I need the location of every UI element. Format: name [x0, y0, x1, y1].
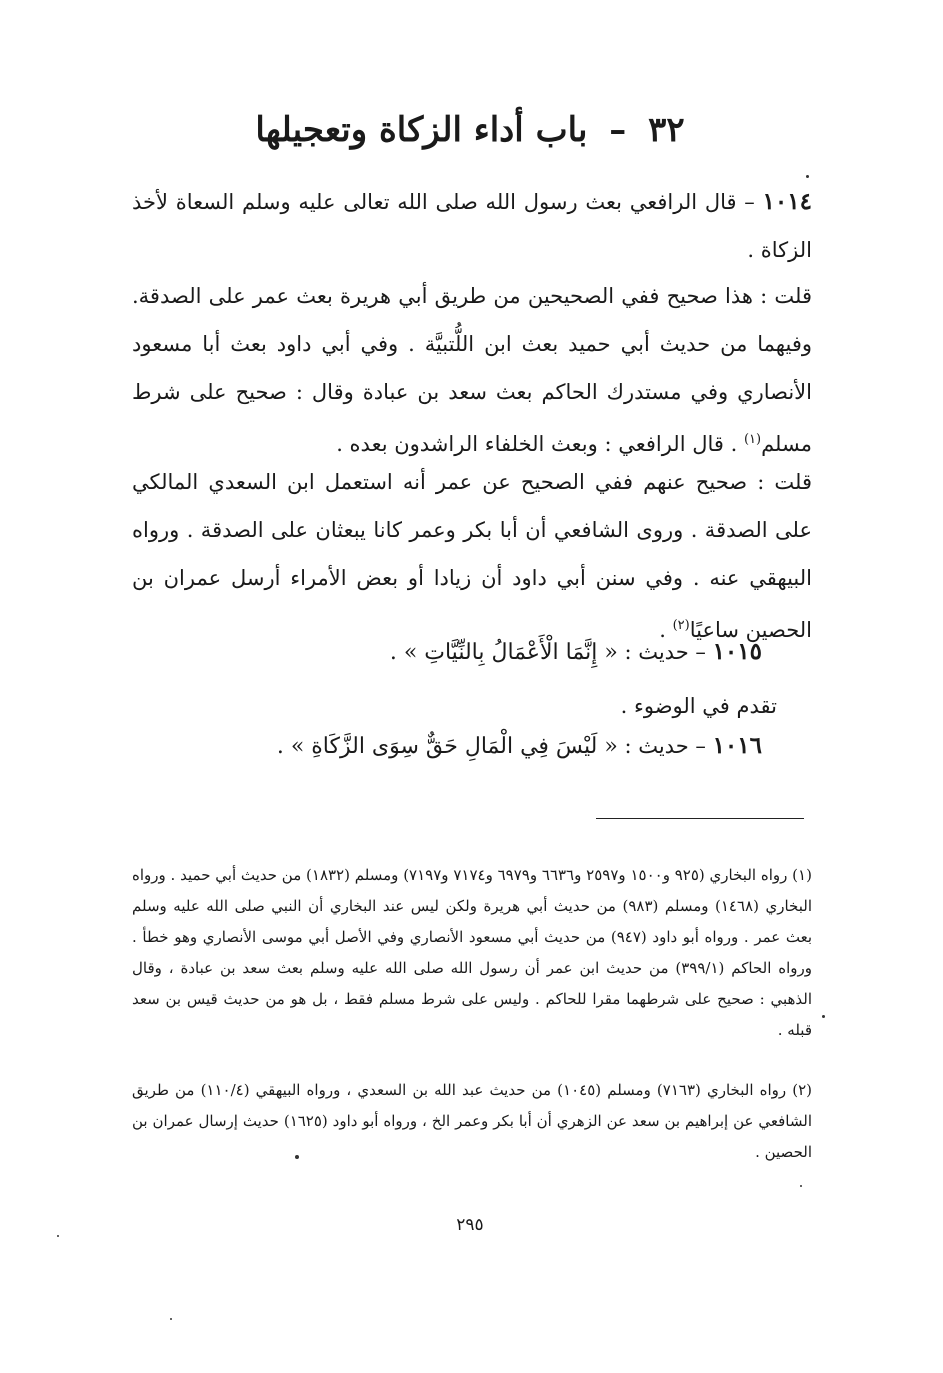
scan-speck — [806, 175, 809, 178]
commentary-1-text: قلت : هذا صحيح ففي الصحيحين من طريق أبي هريرة بعث عمر على الصدقة. وفيهما من حديث أبي حميد بعث ابن اللُّتبيَّة . وفي أبي داود بعث أبا مسعود الأنصاري وفي مستدرك الحاكم بعث سعد بن عبادة وقال : صحيح على شرط مسلم — [132, 284, 812, 456]
scan-speck — [295, 1155, 299, 1159]
hadith-1016-dash: – — [695, 734, 706, 758]
commentary-2-text-after: . — [659, 618, 673, 642]
chapter-number: ٣٢ — [648, 110, 685, 150]
hadith-1014-paragraph — [132, 178, 812, 274]
hadith-1014-dash: – — [744, 190, 755, 214]
hadith-1016-number: ١٠١٦ — [712, 732, 762, 759]
footnote-separator — [596, 818, 804, 819]
taqaddam-text: تقدم في الوضوء . — [620, 694, 777, 718]
page-number: ٢٩٥ — [456, 1215, 484, 1235]
footnote-ref-1[interactable]: (١) — [743, 432, 762, 447]
scan-speck — [822, 1015, 825, 1018]
hadith-1016-label: حديث : — [624, 734, 689, 758]
hadith-1015-paragraph — [132, 628, 812, 677]
footnote-ref-2[interactable]: (٢) — [672, 618, 690, 633]
hadith-1016-quote: « لَيْسَ فِي الْمَالِ حَقٌّ سِوَى الزَّكَاةِ » . — [276, 734, 618, 759]
hadith-1014-number: ١٠١٤ — [762, 188, 812, 215]
hadith-1015-quote: « إِنَّمَا الْأَعْمَالُ بِالنِّيَّاتِ » . — [389, 640, 618, 665]
hadith-1015-dash: – — [695, 640, 706, 664]
commentary-paragraph-1 — [132, 272, 812, 468]
chapter-dash: – — [609, 110, 627, 150]
footnote-1: (١) رواه البخاري (٩٢٥ و١٥٠٠ و٢٥٩٧ و٦٦٣٦ و٦٩٧٩ و٧١٧٤ و٧١٩٧) ومسلم (١٨٣٢) من حديث أبي حميد . ورواه البخاري (١٤٦٨) ومسلم (٩٨٣) من حديث أبي هريرة ولكن ليس عند البخاري أن النبي صلى الله عليه وسلم بعث عمر . ورواه أبو داود (٩٤٧) من حديث أبي مسعود الأنصاري وفي الأصل أبي موسى الأنصاري وهو خطأ . ورواه الحاكم (٣٩٩/١) من حديث ابن عمر أن رسول الله صلى الله عليه وسلم بعث سعد بن عبادة ، وقال الذهبي : صحيح على شرطهما مقرا للحاكم . وليس على شرط مسلم فقط ، بل هو من حديث قيس بن سعد قبله . — [132, 866, 813, 1039]
hadith-1015-number: ١٠١٥ — [712, 638, 762, 665]
scan-speck — [800, 1185, 802, 1187]
chapter-title: باب أداء الزكاة وتعجيلها — [255, 110, 588, 150]
scan-speck — [57, 1235, 59, 1237]
footnote-2: (٢) رواه البخاري (٧١٦٣) ومسلم (١٠٤٥) من حديث عبد الله بن السعدي ، ورواه البيهقي (١١٠/٤) من طريق الشافعي عن إبراهيم بن سعد عن الزهري أن أبا بكر وعمر الخ ، ورواه أبو داود (١٦٢٥) حديث إرسال عمران بن الحصين . — [132, 1081, 812, 1161]
hadith-1014-text: قال الرافعي بعث رسول الله صلى الله تعالى عليه وسلم السعاة لأخذ الزكاة . — [132, 190, 812, 262]
commentary-paragraph-2 — [132, 458, 812, 654]
chapter-heading — [120, 108, 820, 152]
commentary-1-text-after: . قال الرافعي : وبعث الخلفاء الراشدون بعده . — [336, 432, 744, 456]
commentary-2-text: قلت : صحيح عنهم ففي الصحيح عن عمر أنه استعمل ابن السعدي المالكي على الصدقة . وروى الشافعي أن أبا بكر وعمر كانا يبعثان على الصدقة . ورواه البيهقي عنه . وفي سنن أبي داود أن زيادا أو بعض الأمراء أرسل عمران بن الحصين ساعيًا — [132, 470, 812, 642]
scan-speck — [170, 1318, 172, 1320]
hadith-1016-paragraph — [132, 722, 812, 771]
hadith-1015-label: حديث : — [624, 640, 689, 664]
